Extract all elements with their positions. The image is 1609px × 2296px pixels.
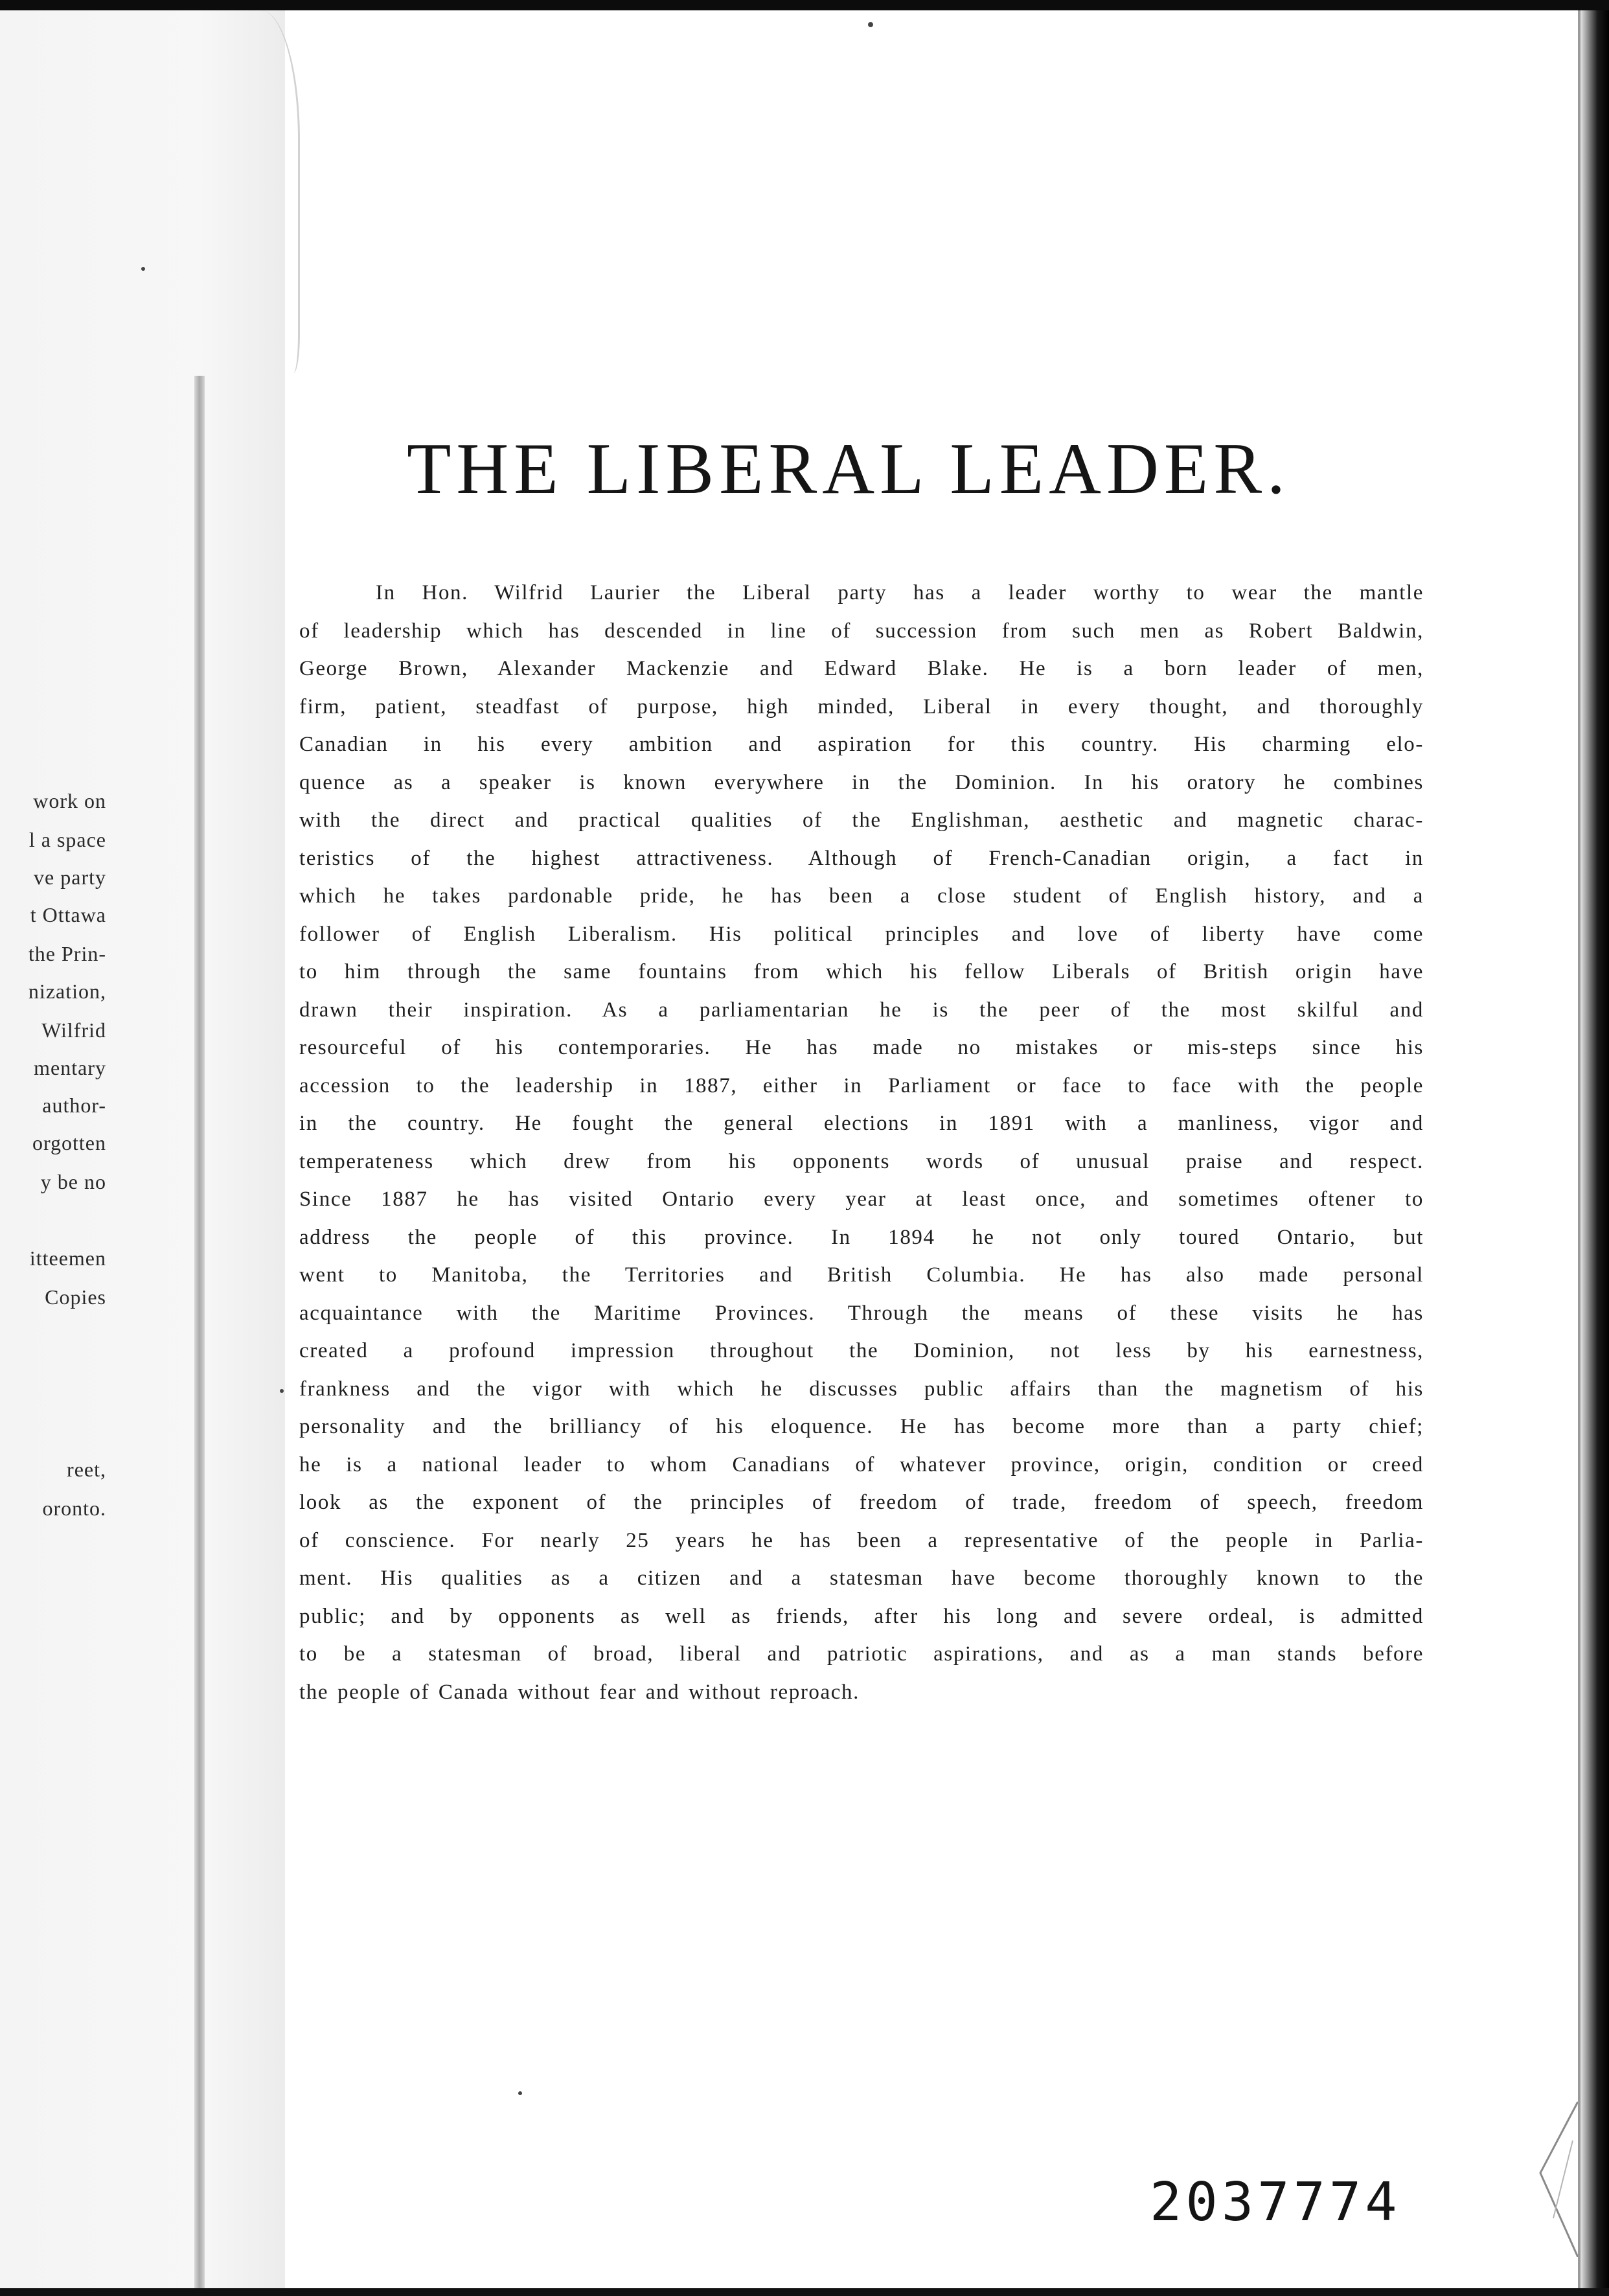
left-page-fragment: Copies: [45, 1285, 106, 1309]
scan-speck: [280, 1389, 284, 1393]
scan-speck: [141, 267, 145, 271]
article-line: address the people of this province. In 1894 he not only toured Ontario, but: [299, 1225, 1424, 1249]
article-line: In Hon. Wilfrid Laurier the Liberal party has a leader worthy to wear the mantle: [376, 581, 1424, 604]
page-curl-edge: [259, 10, 300, 373]
left-page-fragment: the Prin-: [28, 942, 106, 965]
article-line: Canadian in his every ambition and aspiration for this country. His charming elo-: [299, 733, 1424, 756]
article-line: personality and the brilliancy of his eloquence. He has become more than a party chief;: [299, 1415, 1424, 1438]
scan-right-border: [1580, 10, 1609, 2296]
page-corner-fold: [1501, 2102, 1579, 2257]
scan-top-border: [0, 0, 1609, 10]
article-line: temperateness which drew from his opponents words of unusual praise and respect.: [299, 1149, 1424, 1173]
article-body: [299, 574, 1424, 1711]
article-line: George Brown, Alexander Mackenzie and Edward Blake. He is a born leader of men,: [299, 657, 1424, 680]
article-line: in the country. He fought the general elections in 1891 with a manliness, vigor and: [299, 1112, 1424, 1135]
article-line: of leadership which has descended in line of succession from such men as Robert Baldwin,: [299, 619, 1424, 643]
left-page-fragment: work on: [33, 789, 106, 812]
left-page-fragment: mentary: [34, 1056, 106, 1079]
serial-number: 2037774: [1150, 2172, 1401, 2233]
left-page-fragment: t Ottawa: [30, 903, 106, 926]
article-line: follower of English Liberalism. His political principles and love of liberty have come: [299, 922, 1424, 946]
article-title: THE LIBERAL LEADER.: [406, 429, 1291, 509]
scan-speck: [518, 2091, 522, 2095]
article-line: to him through the same fountains from which his fellow Liberals of British origin have: [299, 960, 1424, 983]
scan-bottom-border: [0, 2288, 1609, 2296]
left-page-fragment: y be no: [40, 1170, 106, 1193]
article-line: which he takes pardonable pride, he has been a close student of English history, and a: [299, 884, 1424, 908]
article-line: teristics of the highest attractiveness. Although of French-Canadian origin, a fact in: [299, 846, 1424, 870]
article-line: accession to the leadership in 1887, either in Parliament or face to face with the people: [299, 1073, 1424, 1097]
left-page-fragment: nization,: [28, 980, 106, 1003]
scan-speck: [868, 22, 873, 27]
left-page-fragment: reet,: [67, 1458, 106, 1481]
left-page-fragment: author-: [42, 1094, 106, 1117]
article-line: resourceful of his contemporaries. He has made no mistakes or mis-steps since his: [299, 1036, 1424, 1059]
left-page-fragment: orgotten: [32, 1131, 106, 1154]
article-line: created a profound impression throughout the Dominion, not less by his earnestness,: [299, 1339, 1424, 1362]
article-line: quence as a speaker is known everywhere in the Dominion. In his oratory he combines: [299, 770, 1424, 794]
left-page-fragment: Wilfrid: [41, 1018, 106, 1042]
left-page-fragment: oronto.: [42, 1497, 106, 1520]
left-page-fragment: itteemen: [29, 1246, 106, 1270]
left-page-fragment: ve party: [34, 866, 106, 889]
article-line: went to Manitoba, the Territories and British Columbia. He has also made personal: [299, 1263, 1424, 1287]
article-line: drawn their inspiration. As a parliamentarian he is the peer of the most skilful and: [299, 998, 1424, 1022]
left-page-fragment: l a space: [29, 828, 106, 851]
article-line: with the direct and practical qualities of the Englishman, aesthetic and magnetic charac-: [299, 809, 1424, 832]
article-line: to be a statesman of broad, liberal and patriotic aspirations, and as a man stands before: [299, 1642, 1424, 1666]
page-gutter-shadow: [194, 376, 205, 2293]
article-line: he is a national leader to whom Canadians of whatever province, origin, condition or creed: [299, 1452, 1424, 1476]
article-line: Since 1887 he has visited Ontario every year at least once, and sometimes oftener to: [299, 1188, 1424, 1211]
article-line: of conscience. For nearly 25 years he has been a representative of the people in Parlia-: [299, 1528, 1424, 1552]
article-line: look as the exponent of the principles of freedom of trade, freedom of speech, freedom: [299, 1491, 1424, 1514]
article-line: firm, patient, steadfast of purpose, high minded, Liberal in every thought, and thoroughly: [299, 695, 1424, 718]
article-line: the people of Canada without fear and without reproach.: [299, 1680, 860, 1704]
article-line: ment. His qualities as a citizen and a statesman have become thoroughly known to the: [299, 1567, 1424, 1590]
article-line: public; and by opponents as well as friends, after his long and severe ordeal, is admitted: [299, 1604, 1424, 1628]
article-line: frankness and the vigor with which he discusses public affairs than the magnetism of his: [299, 1377, 1424, 1401]
article-line: acquaintance with the Maritime Provinces. Through the means of these visits he has: [299, 1301, 1424, 1325]
